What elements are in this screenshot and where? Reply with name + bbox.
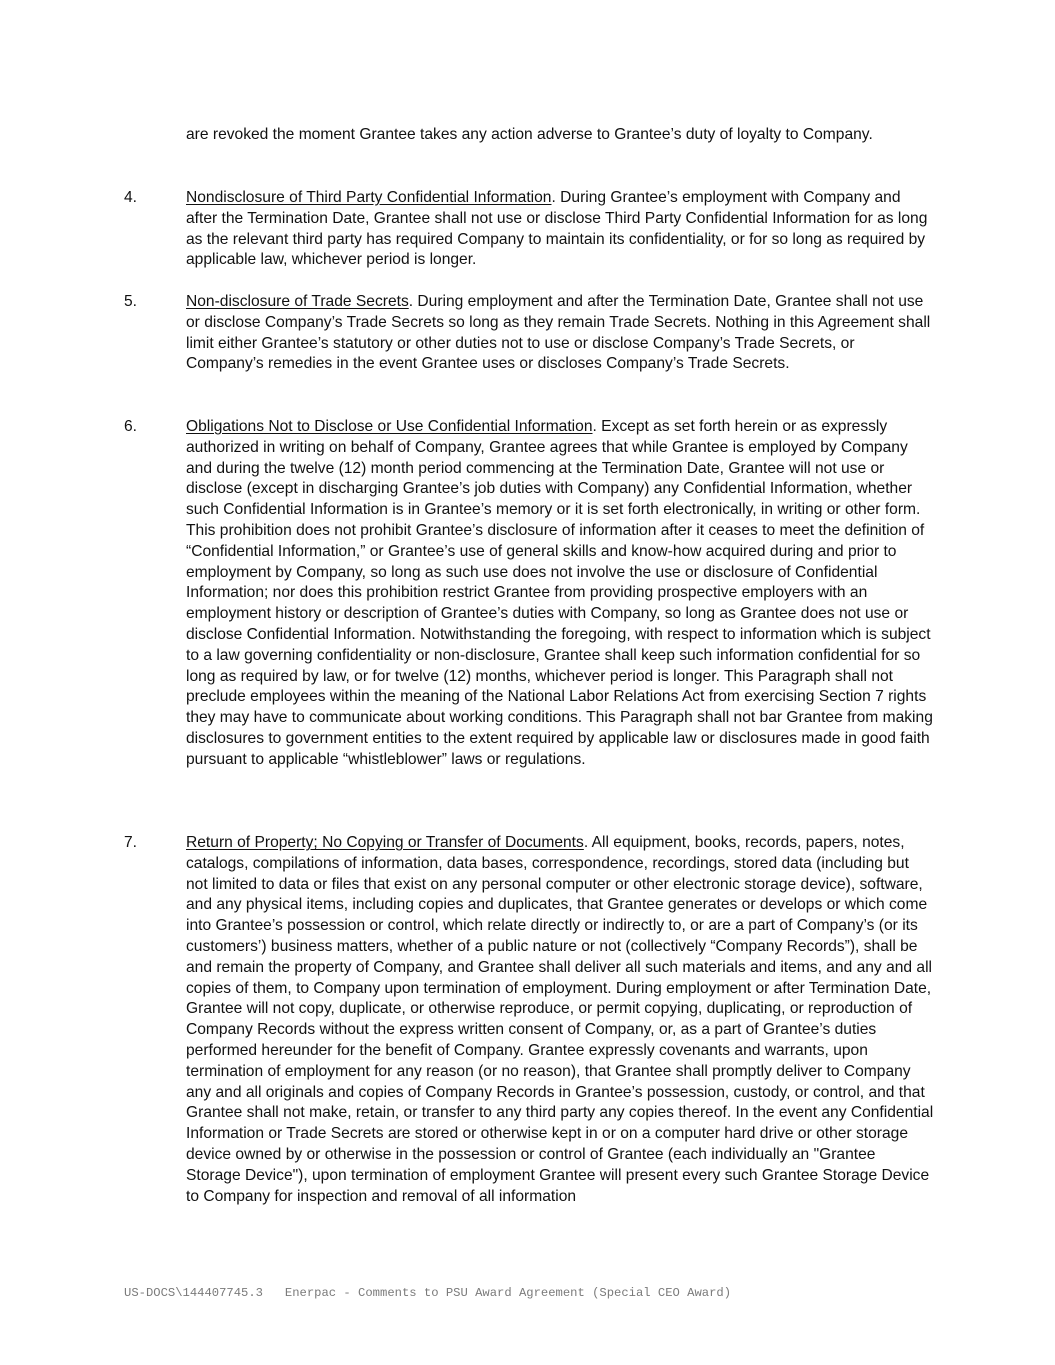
section-paragraph [186,417,934,771]
footer-doc-id: US-DOCS\144407745.3 [124,1286,263,1300]
page-footer [124,1286,731,1300]
section-body: . All equipment, books, records, papers, notes, catalogs, compilations of information, data bases, correspondence, recordings, stored data (including but not limited to data or files that exist on any personal computer or other electronic storage device), software, and any physical items, including copies and duplicates, that Grantee generates or develops or which come into Grantee’s possession or control, which relate directly or indirectly to, or are a part of Company’s (or its customers’) business matters, whether of a public nature or not (collectively “Company Records”), shall be and remain the property of Company, and Grantee shall deliver all such materials and items, and any and all copies of them, to Company upon termination of employment. During employment or after Termination Date, Grantee will not copy, duplicate, or otherwise reproduce, or permit copying, duplicating, or reproduction of Company Records without the express written consent of Company, or, as a part of Grantee’s duties performed hereunder for the benefit of Company. Grantee expressly covenants and warrants, upon termination of employment for any reason (or no reason), that Grantee shall promptly deliver to Company any and all originals and copies of Company Records in Grantee’s possession, custody, or control, and that Grantee shall not make, retain, or transfer to any third party any copies thereof. In the event any Confidential Information or Trade Secrets are stored or otherwise kept in or on a computer hard drive or other storage device owned by or otherwise in the possession or control of Grantee (each individually an "Grantee Storage Device"), upon termination of employment Grantee will present every such Grantee Storage Device to Company for inspection and removal of all information [186,834,934,1205]
section-body: . During employment and after the Termination Date, Grantee shall not use or disclose Company’s Trade Secrets so long as they remain Trade Secrets. Nothing in this Agreement shall limit either Grantee’s statutory or other duties not to use or disclose Company’s Trade Secrets, or Company’s remedies in the event Grantee uses or discloses Company’s Trade Secrets. [186,293,931,373]
section-body: . Except as set forth herein or as expressly authorized in writing on behalf of Company, Grantee agrees that while Grantee is employed by Company and during the twelve (12) month period commencing at the Termination Date, Grantee will not use or disclose (except in discharging Grantee’s job duties with Company) any Confidential Information, whether such Confidential Information is in Grantee’s memory or it is set forth electronically, in writing or other form. This prohibition does not prohibit Grantee’s disclosure of information after it ceases to meet the definition of “Confidential Information,” or Grantee’s use of general skills and know-how acquired during and prior to employment by Company, so long as such use does not involve the use or disclosure of Confidential Information; nor does this prohibition restrict Grantee from providing prospective employers with an employment history or description of Grantee’s duties with Company, so long as Grantee does not use or disclose Confidential Information. Notwithstanding the foregoing, with respect to information which is subject to a law governing confidentiality or non-disclosure, Grantee shall keep such information confidential for so long as required by law, or for twelve (12) months, whichever period is longer. This Paragraph shall not preclude employees within the meaning of the National Labor Relations Act from exercising Section 7 rights they may have to communicate about working conditions. This Paragraph shall not bar Grantee from making disclosures to government entities to the extent required by applicable law or disclosures made in good faith pursuant to applicable “whistleblower” laws or regulations. [186,418,933,768]
section-paragraph [186,833,934,1207]
section-body: . During Grantee’s employment with Company and after the Termination Date, Grantee shall not use or disclose Third Party Confidential Information for as long as the relevant third party has required Company to maintain its confidentiality, or for so long as required by applicable law, whichever period is longer. [186,189,928,269]
section-heading: Nondisclosure of Third Party Confidential Information [186,189,552,206]
section-heading: Return of Property; No Copying or Transfer of Documents [186,834,584,851]
section-number: 6. [124,418,138,435]
section-paragraph [186,292,934,375]
continuation-paragraph: are revoked the moment Grantee takes any action adverse to Grantee’s duty of loyalty to Company. [186,126,873,143]
section-heading: Non-disclosure of Trade Secrets [186,293,409,310]
footer-title: Enerpac - Comments to PSU Award Agreement (Special CEO Award) [284,1286,732,1300]
section-number: 7. [124,834,138,851]
section-number: 4. [124,189,138,206]
section-number: 5. [124,293,138,310]
section-paragraph [186,188,934,271]
section-heading: Obligations Not to Disclose or Use Confidential Information [186,418,593,435]
